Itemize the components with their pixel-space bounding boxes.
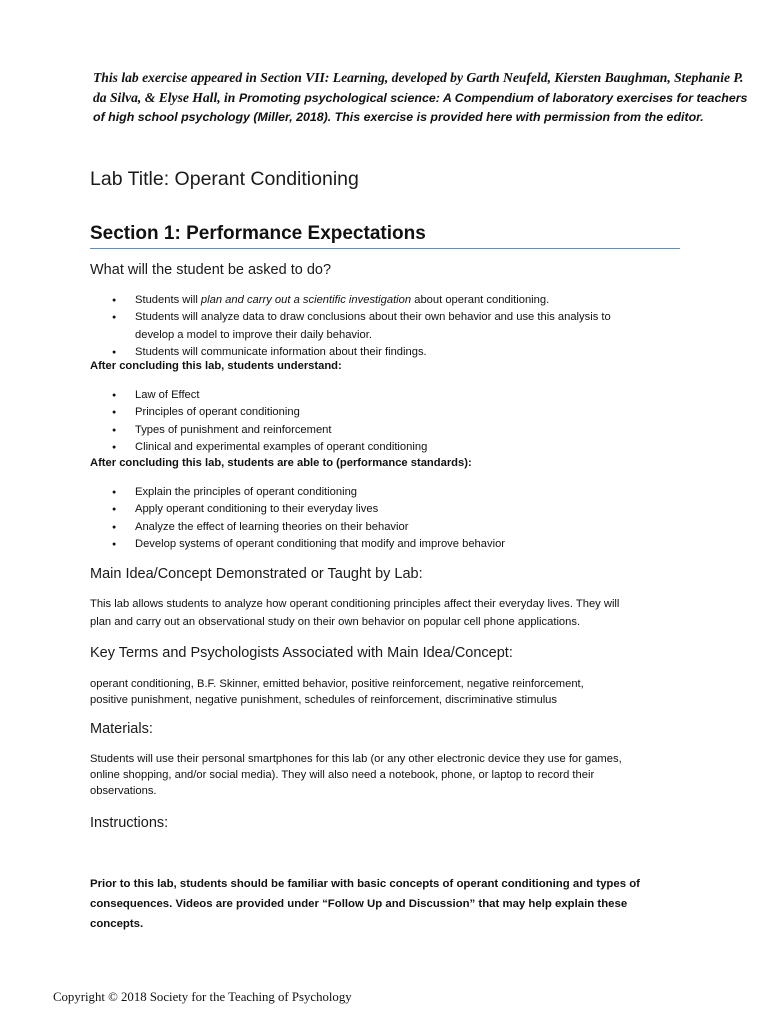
key-terms-text bbox=[90, 676, 690, 708]
list-item: ● Types of punishment and reinforcement bbox=[112, 422, 427, 439]
list-item: ● Principles of operant conditioning bbox=[112, 404, 427, 421]
item-text: develop a model to improve their daily behavior. bbox=[135, 328, 372, 341]
item-text: about operant conditioning. bbox=[411, 294, 550, 306]
text-line: concepts. bbox=[90, 918, 144, 930]
section-title: Section 1: Performance Expectations bbox=[90, 223, 426, 244]
able-lead: After concluding this lab, students are able to (performance standards): bbox=[90, 457, 472, 469]
student-task-list bbox=[112, 292, 611, 361]
text-line: operant conditioning, B.F. Skinner, emitted behavior, positive reinforcement, negative reinforcement, bbox=[90, 678, 584, 690]
text-line: Students will use their personal smartphones for this lab (or any other electronic device they use for games, bbox=[90, 753, 622, 765]
list-item bbox=[112, 309, 611, 344]
intro-paragraph bbox=[93, 68, 748, 127]
materials-heading: Materials: bbox=[90, 721, 153, 737]
intro-authors: This lab exercise appeared in Section VII: Learning, developed by Garth Neufeld, Kiersten Baughman, Stephanie P. da Silva, & Elyse Hall, in bbox=[93, 70, 744, 105]
intro-source: Promoting psychological science: A Compendium of laboratory exercises for teachers of high school psychology (Miller, 2018). This exercise is provided here with permission from the editor. bbox=[93, 91, 748, 124]
item-text: Students will bbox=[135, 294, 201, 306]
list-item: ● Apply operant conditioning to their everyday lives bbox=[112, 501, 505, 518]
understand-lead: After concluding this lab, students understand: bbox=[90, 360, 342, 372]
able-list bbox=[112, 484, 505, 553]
text-line: observations. bbox=[90, 785, 157, 797]
text-line: This lab allows students to analyze how operant conditioning principles affect their everyday lives. They will bbox=[90, 598, 620, 610]
item-emphasis: plan and carry out a scientific investigation bbox=[200, 294, 412, 306]
text-line: plan and carry out an observational study on their own behavior on popular cell phone applications. bbox=[90, 615, 581, 628]
item-text: ● Students will analyze data to draw conclusions about their own behavior and use this analysis to bbox=[135, 311, 611, 324]
instructions-text bbox=[90, 874, 680, 934]
text-line: online shopping, and/or social media). They will also need a notebook, phone, or laptop to record their bbox=[90, 769, 595, 781]
section-divider bbox=[90, 248, 680, 249]
student-task-heading: What will the student be asked to do? bbox=[90, 262, 332, 278]
text-line: consequences. Videos are provided under “Follow Up and Discussion” that may help explain these bbox=[90, 898, 628, 910]
list-item: ● Develop systems of operant conditioning that modify and improve behavior bbox=[112, 536, 505, 553]
list-item bbox=[112, 344, 611, 361]
list-item: ● Explain the principles of operant conditioning bbox=[112, 484, 505, 501]
instructions-heading: Instructions: bbox=[90, 815, 169, 831]
item-text: Students will communicate information about their findings. bbox=[135, 345, 427, 358]
text-line: Prior to this lab, students should be familiar with basic concepts of operant conditioning and types of bbox=[90, 878, 640, 890]
list-item: ● Law of Effect bbox=[112, 387, 427, 404]
key-terms-heading: Key Terms and Psychologists Associated with Main Idea/Concept: bbox=[90, 645, 513, 661]
lab-title: Lab Title: Operant Conditioning bbox=[90, 168, 359, 190]
main-idea-text bbox=[90, 596, 690, 631]
list-item: ● Analyze the effect of learning theories on their behavior bbox=[112, 519, 505, 536]
materials-text bbox=[90, 751, 690, 799]
list-item: ● Clinical and experimental examples of operant conditioning bbox=[112, 439, 427, 456]
copyright-footer: Copyright © 2018 Society for the Teaching of Psychology bbox=[53, 990, 352, 1004]
text-line: positive punishment, negative punishment, schedules of reinforcement, discriminative stimulus bbox=[90, 694, 557, 706]
understand-list bbox=[112, 387, 427, 456]
main-idea-heading: Main Idea/Concept Demonstrated or Taught by Lab: bbox=[90, 566, 423, 582]
list-item bbox=[112, 292, 611, 309]
